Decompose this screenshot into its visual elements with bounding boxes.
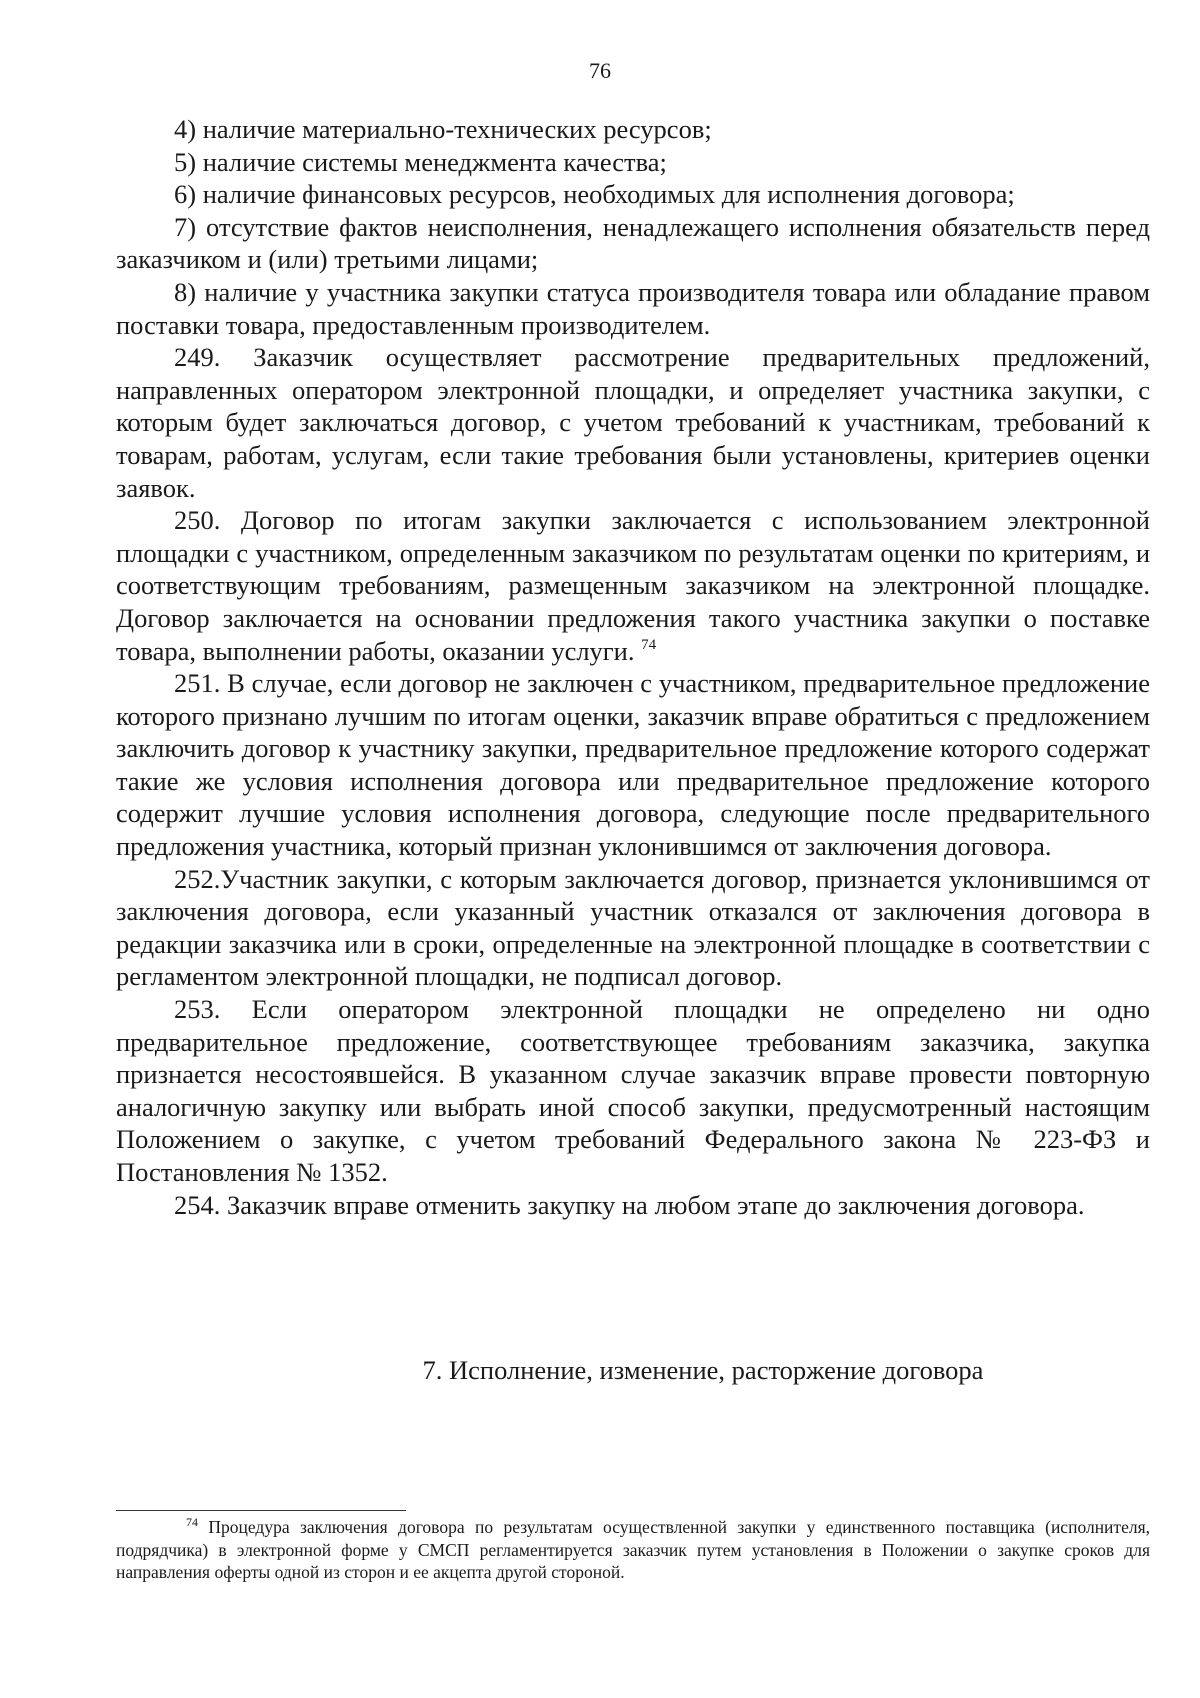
footnote-reference[interactable]: 74: [641, 636, 657, 653]
list-item-6: 6) наличие финансовых ресурсов, необходимых для исполнения договора;: [174, 179, 1015, 210]
clause-253: 253. Если оператором электронной площадки не определено ни одно предварительное предложение, соответствующее требованиям заказчика, закупка признается несостоявшейся. В указанном случае заказчик вправе провести повторную аналогичную закупку или выбрать иной способ закупки, предусмотренный настоящим Положением о закупке, с учетом требований Федерального закона № 223-ФЗ и Постановления № 1352.: [116, 994, 1150, 1187]
list-item-5: 5) наличие системы менеджмента качества;: [174, 146, 667, 177]
clause-252: 252.Участник закупки, с которым заключается договор, признается уклонившимся от заключения договора, если указанный участник отказался от заключения договора в редакции заказчика или в сроки, определенные на электронной площадке в соответствии с регламентом электронной площадки, не подписал договор.: [116, 863, 1150, 992]
footnote-marker: 74: [186, 1515, 198, 1529]
clause-251: 251. В случае, если договор не заключен с участником, предварительное предложение которого признано лучшим по итогам оценки, заказчик вправе обратиться с предложением заключить договор к участнику закупки, предварительное предложение которого содержат такие же условия исполнения договора или предварительное предложение которого содержит лучшие условия исполнения договора, следующие после предварительного предложения участника, который признан уклонившимся от заключения договора.: [116, 668, 1150, 862]
footnote-divider: [116, 1510, 406, 1511]
clause-250: [116, 504, 1150, 667]
list-item-4: 4) наличие материально-технических ресурсов;: [174, 114, 712, 144]
section-heading: 7. Исполнение, изменение, расторжение договора: [422, 1355, 984, 1385]
page-number: 76: [589, 58, 611, 83]
clause-250-text: 250. Договор по итогам закупки заключается с использованием электронной площадки с участником, определенным заказчиком по результатам оценки по критериям, и соответствующим требованиям, размещенным заказчиком на электронной площадке. Договор заключается на основании предложения такого участника закупки о поставке товара, выполнении работы, оказании услуги.: [116, 505, 1150, 666]
footnote-text: Процедура заключения договора по результатам осуществленной закупки у единственного поставщика (исполнителя, подрядчика) в электронной форме у СМСП регламентируется заказчик путем установления в Положении о закупке сроков для направления оферты одной из сторон и ее акцепта другой стороной.: [116, 1517, 1150, 1582]
document-body: [116, 113, 1150, 1221]
clause-249: 249. Заказчик осуществляет рассмотрение предварительных предложений, направленных оператором электронной площадки, и определяет участника закупки, с которым будет заключаться договор, с учетом требований к участникам, требований к товарам, работам, услугам, если такие требования были установлены, критериев оценки заявок.: [116, 342, 1150, 503]
footnote: [116, 1516, 1150, 1584]
list-item-7: 7) отсутствие фактов неисполнения, ненадлежащего исполнения обязательств перед заказчиком и (или) третьими лицами;: [116, 211, 1150, 275]
clause-254: 254. Заказчик вправе отменить закупку на любом этапе до заключения договора.: [174, 1189, 1085, 1220]
list-item-8: 8) наличие у участника закупки статуса производителя товара или обладание правом поставки товара, предоставленным производителем.: [116, 276, 1150, 340]
